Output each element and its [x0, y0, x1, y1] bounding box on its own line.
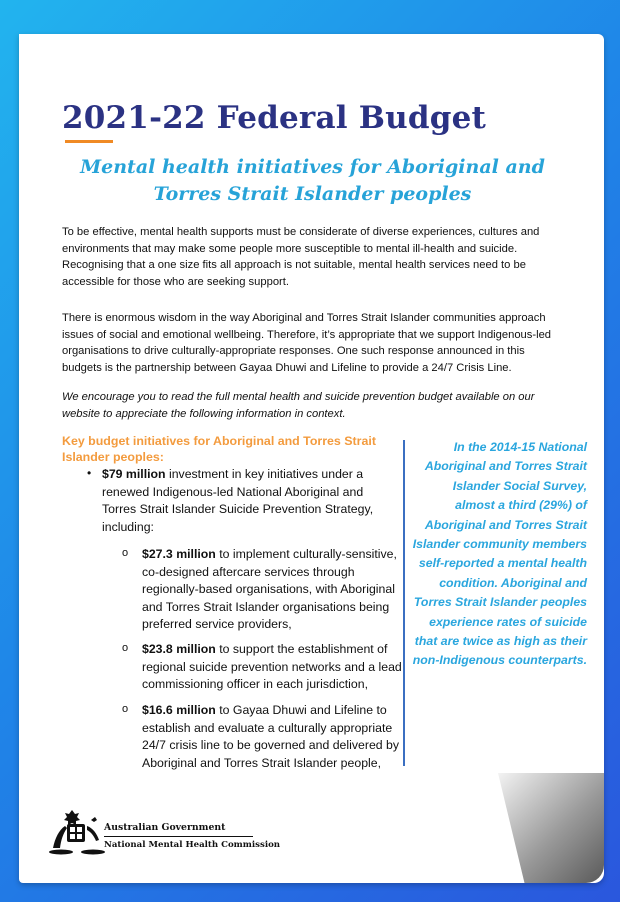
initiative-text: to support the establishment of regional suicide prevention networks and a lead commissioning officer in each jurisdiction, [142, 642, 402, 691]
initiative-sub-item [142, 546, 404, 634]
initiatives-heading: Key budget initiatives for Aboriginal and Torres Strait Islander peoples: [62, 434, 376, 464]
coat-of-arms-icon [47, 808, 107, 856]
statistics-callout: In the 2014-15 National Aboriginal and Torres Strait Islander Social Survey, almost a third (29%) of Aboriginal and Torres Strait Islander community members self-reported a mental health condition. Aboriginal and Torres Strait Islander peoples experience rates of suicide that are twice as high as their non-Indigenous counterparts. [412, 440, 587, 668]
bullet-marker: • [87, 466, 92, 480]
page-title: 2021-22 Federal Budget [62, 100, 487, 136]
commission-name: National Mental Health Commission [104, 840, 281, 850]
sub-bullet-marker: o [122, 547, 129, 559]
initiative-item [102, 466, 392, 536]
sub-bullet-marker: o [122, 703, 129, 715]
initiative-sub-item [142, 641, 404, 694]
footer-divider [104, 836, 253, 837]
intro-paragraph-3: We encourage you to read the full mental health and suicide prevention budget available on our website to appreciate the following information in context. [62, 391, 535, 420]
government-name: Australian Government [104, 822, 226, 833]
initiative-text: to Gayaa Dhuwi and Lifeline to establish and evaluate a culturally appropriate 24/7 crisis line to be governed and delivered by Aboriginal and Torres Strait Islander people, [142, 703, 400, 770]
title-underline [65, 140, 113, 143]
initiative-amount: $23.8 million [142, 642, 216, 656]
intro-paragraph-2: There is enormous wisdom in the way Aboriginal and Torres Strait Islander communities approach issues of social and emotional wellbeing. Therefore, it’s appropriate that we support Indigenous-led organisations to drive culturally-appropriate responses. One such response announced in this budgets is the partnership between Gayaa Dhuwi and Lifeline to provide a 24/7 Crisis Line. [62, 312, 552, 374]
page-subtitle: Mental health initiatives for Aboriginal and Torres Strait Islander peoples [80, 156, 545, 205]
intro-paragraph-1: To be effective, mental health supports must be considerate of diverse experiences, cultures and environments that may make some people more susceptible to mental ill-health and suicide. Recognising that a one size fits all approach is not suitable, mental health services need to be accessible for those who are seeking support. [62, 226, 540, 288]
callout-divider [403, 440, 405, 766]
initiative-amount: $79 million [102, 467, 166, 481]
initiative-text: to implement culturally-sensitive, co-designed aftercare services through regionally-based organisations, with Aboriginal and Torres Strait Islander organisations being preferred service providers, [142, 547, 397, 631]
initiative-amount: $27.3 million [142, 547, 216, 561]
sub-bullet-marker: o [122, 642, 129, 654]
initiative-amount: $16.6 million [142, 703, 216, 717]
initiative-text: investment in key initiatives under a renewed Indigenous-led National Aboriginal and Torres Strait Islander Suicide Prevention Strategy, including: [102, 467, 374, 534]
initiative-sub-item [142, 702, 404, 772]
